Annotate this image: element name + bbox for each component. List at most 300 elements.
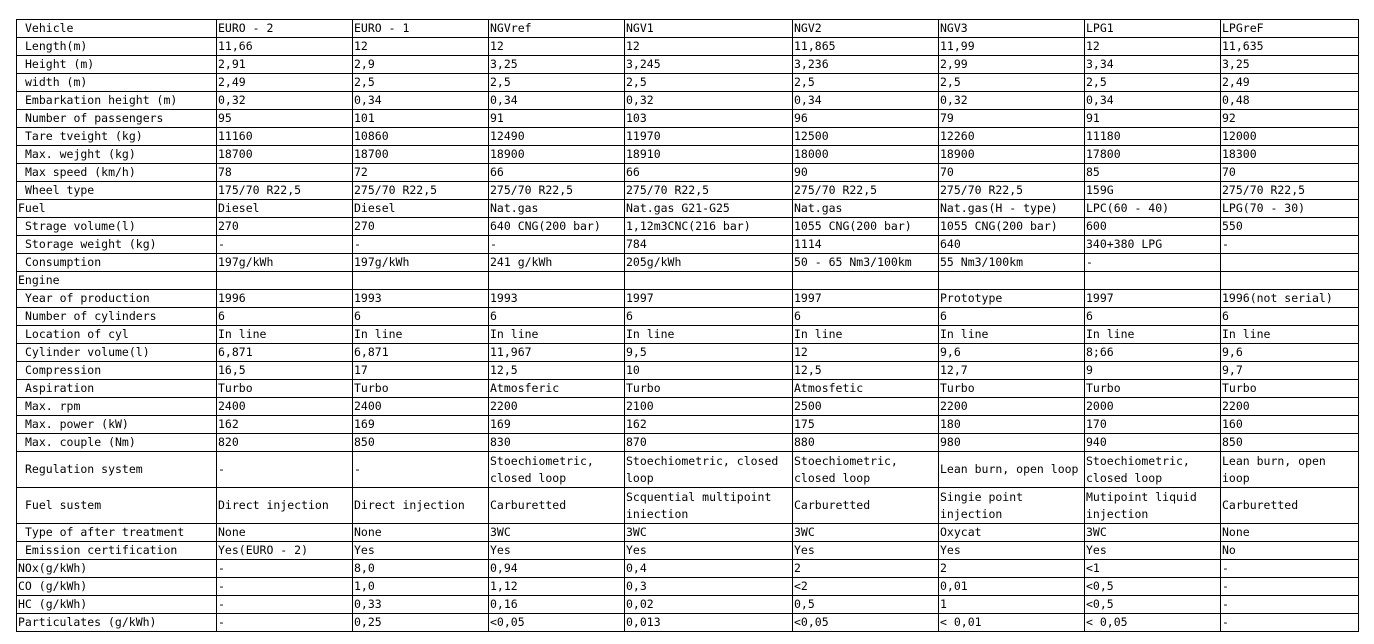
table-cell: 1	[939, 596, 1085, 614]
table-cell: 0,94	[489, 560, 625, 578]
table-cell: < 0,05	[1085, 614, 1221, 632]
table-cell: 55 Nm3/100km	[939, 254, 1085, 272]
table-cell: Yes	[625, 542, 793, 560]
table-cell: 91	[489, 110, 625, 128]
table-cell: 275/70 R22,5	[353, 182, 489, 200]
table-cell: 0,013	[625, 614, 793, 632]
table-cell: Stoechiometric, closed loop	[625, 452, 793, 488]
table-row	[17, 560, 1359, 578]
table-cell: In line	[939, 326, 1085, 344]
table-cell: 2	[939, 560, 1085, 578]
table-cell: 12260	[939, 128, 1085, 146]
table-cell: 159G	[1085, 182, 1221, 200]
header-vehicle-cell: LPG1	[1085, 20, 1221, 38]
table-cell: 2200	[939, 398, 1085, 416]
table-cell: 92	[1221, 110, 1359, 128]
table-cell: Yes	[1085, 542, 1221, 560]
table-cell: 2,5	[939, 74, 1085, 92]
table-cell: Mutipoint liquid injection	[1085, 488, 1221, 524]
table-row	[17, 362, 1359, 380]
table-cell: 275/70 R22,5	[489, 182, 625, 200]
table-cell	[1221, 272, 1359, 290]
table-cell: None	[217, 524, 353, 542]
table-cell: -	[217, 452, 353, 488]
table-cell: 12	[625, 38, 793, 56]
header-label-cell: Vehicle	[17, 20, 217, 38]
table-cell: 78	[217, 164, 353, 182]
table-cell	[625, 272, 793, 290]
table-cell: -	[1221, 614, 1359, 632]
table-cell: 275/70 R22,5	[939, 182, 1085, 200]
table-cell: 11,865	[793, 38, 939, 56]
table-cell: Yes	[489, 542, 625, 560]
table-cell: 1055 CNG(200 bar)	[939, 218, 1085, 236]
row-label: Cylinder volume(l)	[17, 344, 217, 362]
table-cell: None	[353, 524, 489, 542]
table-cell: 3WC	[793, 524, 939, 542]
table-row	[17, 416, 1359, 434]
table-cell	[353, 272, 489, 290]
table-cell: LPC(60 - 40)	[1085, 200, 1221, 218]
table-cell: 50 - 65 Nm3/100km	[793, 254, 939, 272]
table-cell: 600	[1085, 218, 1221, 236]
table-cell: In line	[1085, 326, 1221, 344]
table-cell: 2400	[217, 398, 353, 416]
table-cell: 11,635	[1221, 38, 1359, 56]
table-row	[17, 254, 1359, 272]
table-row	[17, 434, 1359, 452]
table-cell: In line	[353, 326, 489, 344]
table-row	[17, 488, 1359, 524]
row-label: Consumption	[17, 254, 217, 272]
table-cell: 3WC	[625, 524, 793, 542]
table-row	[17, 272, 1359, 290]
table-cell: 870	[625, 434, 793, 452]
table-cell: Direct injection	[217, 488, 353, 524]
row-label: Max. rpm	[17, 398, 217, 416]
table-cell: 11160	[217, 128, 353, 146]
table-cell: Singie point injection	[939, 488, 1085, 524]
table-row	[17, 38, 1359, 56]
table-row	[17, 110, 1359, 128]
table-cell: <0,5	[1085, 596, 1221, 614]
table-cell: 3,245	[625, 56, 793, 74]
table-row	[17, 200, 1359, 218]
table-cell: 10	[625, 362, 793, 380]
table-cell: 0,33	[353, 596, 489, 614]
table-cell: 12,5	[489, 362, 625, 380]
table-cell: Yes(EURO - 2)	[217, 542, 353, 560]
table-row	[17, 164, 1359, 182]
row-label: Tare tveight (kg)	[17, 128, 217, 146]
table-cell: 1993	[489, 290, 625, 308]
table-cell: 12,5	[793, 362, 939, 380]
table-cell: 180	[939, 416, 1085, 434]
table-cell: 0,34	[1085, 92, 1221, 110]
row-label: Particulates (g/kWh)	[17, 614, 217, 632]
row-label: Location of cyl	[17, 326, 217, 344]
table-cell: Turbo	[353, 380, 489, 398]
table-cell: Lean burn, open loop	[939, 452, 1085, 488]
table-cell: 85	[1085, 164, 1221, 182]
table-cell	[489, 272, 625, 290]
table-row	[17, 398, 1359, 416]
table-cell: 0,34	[489, 92, 625, 110]
row-label: Aspiration	[17, 380, 217, 398]
table-cell: 160	[1221, 416, 1359, 434]
table-cell: 850	[353, 434, 489, 452]
table-cell: -	[1221, 578, 1359, 596]
table-cell: Stoechiometric, closed loop	[489, 452, 625, 488]
table-cell: 18300	[1221, 146, 1359, 164]
table-cell: 79	[939, 110, 1085, 128]
table-cell: < 0,01	[939, 614, 1085, 632]
table-cell: 0,02	[625, 596, 793, 614]
table-cell: 6	[793, 308, 939, 326]
table-cell: 820	[217, 434, 353, 452]
table-cell: 12,7	[939, 362, 1085, 380]
table-cell: 3,25	[489, 56, 625, 74]
table-cell: 880	[793, 434, 939, 452]
table-cell: 784	[625, 236, 793, 254]
table-cell: 66	[625, 164, 793, 182]
table-cell: Carburetted	[489, 488, 625, 524]
table-cell: 3WC	[489, 524, 625, 542]
table-cell: 17800	[1085, 146, 1221, 164]
table-cell: 12	[353, 38, 489, 56]
table-row	[17, 182, 1359, 200]
header-vehicle-cell: EURO - 2	[217, 20, 353, 38]
table-cell: 550	[1221, 218, 1359, 236]
table-cell: 0,3	[625, 578, 793, 596]
table-cell: -	[1221, 596, 1359, 614]
table-cell: Direct injection	[353, 488, 489, 524]
table-cell: 980	[939, 434, 1085, 452]
table-cell: 101	[353, 110, 489, 128]
table-cell: 11,99	[939, 38, 1085, 56]
table-cell: 18900	[489, 146, 625, 164]
row-label: Fuel sustem	[17, 488, 217, 524]
table-cell: Nat.gas G21-G25	[625, 200, 793, 218]
table-cell	[217, 272, 353, 290]
table-cell: 2200	[1221, 398, 1359, 416]
table-cell: 11970	[625, 128, 793, 146]
table-cell: Diesel	[353, 200, 489, 218]
table-cell: None	[1221, 524, 1359, 542]
table-cell: 72	[353, 164, 489, 182]
table-cell: 2,5	[489, 74, 625, 92]
header-vehicle-cell: NGV3	[939, 20, 1085, 38]
table-cell: 275/70 R22,5	[625, 182, 793, 200]
table-cell: 6	[1085, 308, 1221, 326]
table-row	[17, 128, 1359, 146]
table-cell: Stoechiometric, closed loop	[793, 452, 939, 488]
table-cell: 1114	[793, 236, 939, 254]
table-cell: 270	[217, 218, 353, 236]
table-cell: 2500	[793, 398, 939, 416]
table-cell: <0,05	[793, 614, 939, 632]
table-cell: Diesel	[217, 200, 353, 218]
table-cell: 340+380 LPG	[1085, 236, 1221, 254]
table-cell: 11,66	[217, 38, 353, 56]
table-cell: 850	[1221, 434, 1359, 452]
row-label: Embarkation height (m)	[17, 92, 217, 110]
table-cell: 2000	[1085, 398, 1221, 416]
table-cell: 12	[793, 344, 939, 362]
table-cell: 640 CNG(200 bar)	[489, 218, 625, 236]
table-cell: 275/70 R22,5	[793, 182, 939, 200]
table-cell: 11180	[1085, 128, 1221, 146]
table-body	[17, 20, 1359, 632]
table-cell: 6	[489, 308, 625, 326]
table-cell: 9	[1085, 362, 1221, 380]
table-cell: 275/70 R22,5	[1221, 182, 1359, 200]
table-cell: -	[1085, 254, 1221, 272]
header-vehicle-cell: EURO - 1	[353, 20, 489, 38]
table-cell: -	[217, 560, 353, 578]
table-cell: Turbo	[1085, 380, 1221, 398]
table-cell: 197g/kWh	[217, 254, 353, 272]
table-row	[17, 56, 1359, 74]
table-cell: 95	[217, 110, 353, 128]
row-label: CO (g/kWh)	[17, 578, 217, 596]
row-label: Storage weight (kg)	[17, 236, 217, 254]
table-cell: 0,32	[625, 92, 793, 110]
table-cell: 270	[353, 218, 489, 236]
table-cell: Atmosfetic	[793, 380, 939, 398]
table-cell: 2,5	[353, 74, 489, 92]
row-label: Regulation system	[17, 452, 217, 488]
row-label: Max. power (kW)	[17, 416, 217, 434]
table-cell: -	[353, 452, 489, 488]
table-cell: Turbo	[1221, 380, 1359, 398]
table-cell: 3,236	[793, 56, 939, 74]
table-cell: 10860	[353, 128, 489, 146]
table-cell: Lean burn, open ioop	[1221, 452, 1359, 488]
table-cell: Atmosferic	[489, 380, 625, 398]
table-cell: Scquential multipoint iniection	[625, 488, 793, 524]
table-cell: -	[1221, 560, 1359, 578]
table-cell: Carburetted	[1221, 488, 1359, 524]
table-cell: 169	[489, 416, 625, 434]
row-label: Height (m)	[17, 56, 217, 74]
table-cell: 3,25	[1221, 56, 1359, 74]
row-label: Number of passengers	[17, 110, 217, 128]
table-cell: 11,967	[489, 344, 625, 362]
table-cell	[939, 272, 1085, 290]
table-cell: 0,01	[939, 578, 1085, 596]
table-cell: 90	[793, 164, 939, 182]
table-cell: 9,6	[1221, 344, 1359, 362]
table-cell: -	[217, 614, 353, 632]
table-cell: 6	[939, 308, 1085, 326]
table-cell: 6	[1221, 308, 1359, 326]
table-cell: 0,32	[939, 92, 1085, 110]
table-cell: 0,34	[793, 92, 939, 110]
table-cell: 1,12m3CNC(216 bar)	[625, 218, 793, 236]
table-row	[17, 596, 1359, 614]
table-cell: Turbo	[939, 380, 1085, 398]
row-label: Number of cylinders	[17, 308, 217, 326]
table-cell: 0,5	[793, 596, 939, 614]
table-cell: 12500	[793, 128, 939, 146]
table-cell: 2100	[625, 398, 793, 416]
table-cell: Turbo	[625, 380, 793, 398]
table-row	[17, 326, 1359, 344]
table-cell: 0,34	[353, 92, 489, 110]
table-cell: 241 g/kWh	[489, 254, 625, 272]
table-row	[17, 308, 1359, 326]
table-cell: 2,5	[1085, 74, 1221, 92]
table-cell: 830	[489, 434, 625, 452]
vehicle-spec-table	[16, 19, 1359, 632]
table-cell: <2	[793, 578, 939, 596]
table-cell: 0,25	[353, 614, 489, 632]
table-cell: Stoechiometric, closed loop	[1085, 452, 1221, 488]
table-cell: 2200	[489, 398, 625, 416]
table-cell: 1,12	[489, 578, 625, 596]
table-cell: 2,91	[217, 56, 353, 74]
table-cell: 0,48	[1221, 92, 1359, 110]
row-label: Type of after treatment	[17, 524, 217, 542]
table-cell: 1,0	[353, 578, 489, 596]
row-label: Max. wejght (kg)	[17, 146, 217, 164]
table-cell: In line	[793, 326, 939, 344]
table-cell: 162	[625, 416, 793, 434]
table-cell: 1996(not serial)	[1221, 290, 1359, 308]
table-cell: In line	[1221, 326, 1359, 344]
header-row	[17, 20, 1359, 38]
table-cell: Nat.gas	[793, 200, 939, 218]
table-cell: 96	[793, 110, 939, 128]
table-cell: 18910	[625, 146, 793, 164]
table-cell: Prototype	[939, 290, 1085, 308]
header-vehicle-cell: LPGreF	[1221, 20, 1359, 38]
row-label: Compression	[17, 362, 217, 380]
table-cell: 940	[1085, 434, 1221, 452]
row-label: Fuel	[17, 200, 217, 218]
table-cell: 1993	[353, 290, 489, 308]
row-label: Emission certification	[17, 542, 217, 560]
table-cell: -	[217, 578, 353, 596]
table-cell: 169	[353, 416, 489, 434]
table-cell: 0,32	[217, 92, 353, 110]
table-cell: 70	[1221, 164, 1359, 182]
table-cell: 12	[1085, 38, 1221, 56]
table-cell: 3,34	[1085, 56, 1221, 74]
table-cell: -	[489, 236, 625, 254]
row-label: Strage volume(l)	[17, 218, 217, 236]
table-cell: 2,49	[217, 74, 353, 92]
table-cell: 2400	[353, 398, 489, 416]
row-label: Year of production	[17, 290, 217, 308]
table-row	[17, 578, 1359, 596]
table-cell: 640	[939, 236, 1085, 254]
table-cell: 6	[625, 308, 793, 326]
table-row	[17, 344, 1359, 362]
table-row	[17, 74, 1359, 92]
table-cell: 175/70 R22,5	[217, 182, 353, 200]
table-cell: 175	[793, 416, 939, 434]
row-label: width (m)	[17, 74, 217, 92]
table-cell: 9,6	[939, 344, 1085, 362]
row-label: HC (g/kWh)	[17, 596, 217, 614]
row-label: NOx(g/kWh)	[17, 560, 217, 578]
table-cell: Yes	[353, 542, 489, 560]
table-cell: 2	[793, 560, 939, 578]
table-row	[17, 236, 1359, 254]
table-cell: 8;66	[1085, 344, 1221, 362]
table-cell: <1	[1085, 560, 1221, 578]
table-cell: 1997	[793, 290, 939, 308]
table-cell: 9,5	[625, 344, 793, 362]
table-cell: 0,4	[625, 560, 793, 578]
table-cell: 18700	[353, 146, 489, 164]
table-cell: Carburetted	[793, 488, 939, 524]
table-row	[17, 380, 1359, 398]
table-cell	[793, 272, 939, 290]
table-cell: 1997	[625, 290, 793, 308]
header-vehicle-cell: NGV2	[793, 20, 939, 38]
table-cell: 12000	[1221, 128, 1359, 146]
table-cell: 205g/kWh	[625, 254, 793, 272]
table-cell: 12	[489, 38, 625, 56]
table-cell: 9,7	[1221, 362, 1359, 380]
table-row	[17, 524, 1359, 542]
table-cell	[1085, 272, 1221, 290]
table-row	[17, 452, 1359, 488]
table-cell: <0,5	[1085, 578, 1221, 596]
row-label: Engine	[17, 272, 217, 290]
table-cell: No	[1221, 542, 1359, 560]
table-cell: 12490	[489, 128, 625, 146]
header-vehicle-cell: NGVref	[489, 20, 625, 38]
table-row	[17, 92, 1359, 110]
table-cell: 18900	[939, 146, 1085, 164]
table-cell: 66	[489, 164, 625, 182]
table-cell: 18700	[217, 146, 353, 164]
table-cell: In line	[625, 326, 793, 344]
table-cell: 91	[1085, 110, 1221, 128]
table-cell: 6,871	[353, 344, 489, 362]
table-cell: In line	[489, 326, 625, 344]
table-cell: 1997	[1085, 290, 1221, 308]
table-cell: Yes	[939, 542, 1085, 560]
table-cell: 3WC	[1085, 524, 1221, 542]
table-cell: Nat.gas(H - type)	[939, 200, 1085, 218]
table-cell: 1055 CNG(200 bar)	[793, 218, 939, 236]
table-row	[17, 542, 1359, 560]
table-cell: -	[1221, 236, 1359, 254]
table-cell: 17	[353, 362, 489, 380]
table-row	[17, 146, 1359, 164]
table-cell: -	[353, 236, 489, 254]
table-cell: LPG(70 - 30)	[1221, 200, 1359, 218]
table-cell: Oxycat	[939, 524, 1085, 542]
table-cell: 16,5	[217, 362, 353, 380]
vehicle-spec-sheet	[16, 19, 1358, 632]
table-cell: Nat.gas	[489, 200, 625, 218]
table-cell: -	[217, 596, 353, 614]
table-cell: Yes	[793, 542, 939, 560]
table-row	[17, 218, 1359, 236]
table-cell: -	[217, 236, 353, 254]
header-vehicle-cell: NGV1	[625, 20, 793, 38]
table-cell: 197g/kWh	[353, 254, 489, 272]
table-cell: 6	[353, 308, 489, 326]
table-cell: 2,5	[793, 74, 939, 92]
table-cell: 2,5	[625, 74, 793, 92]
